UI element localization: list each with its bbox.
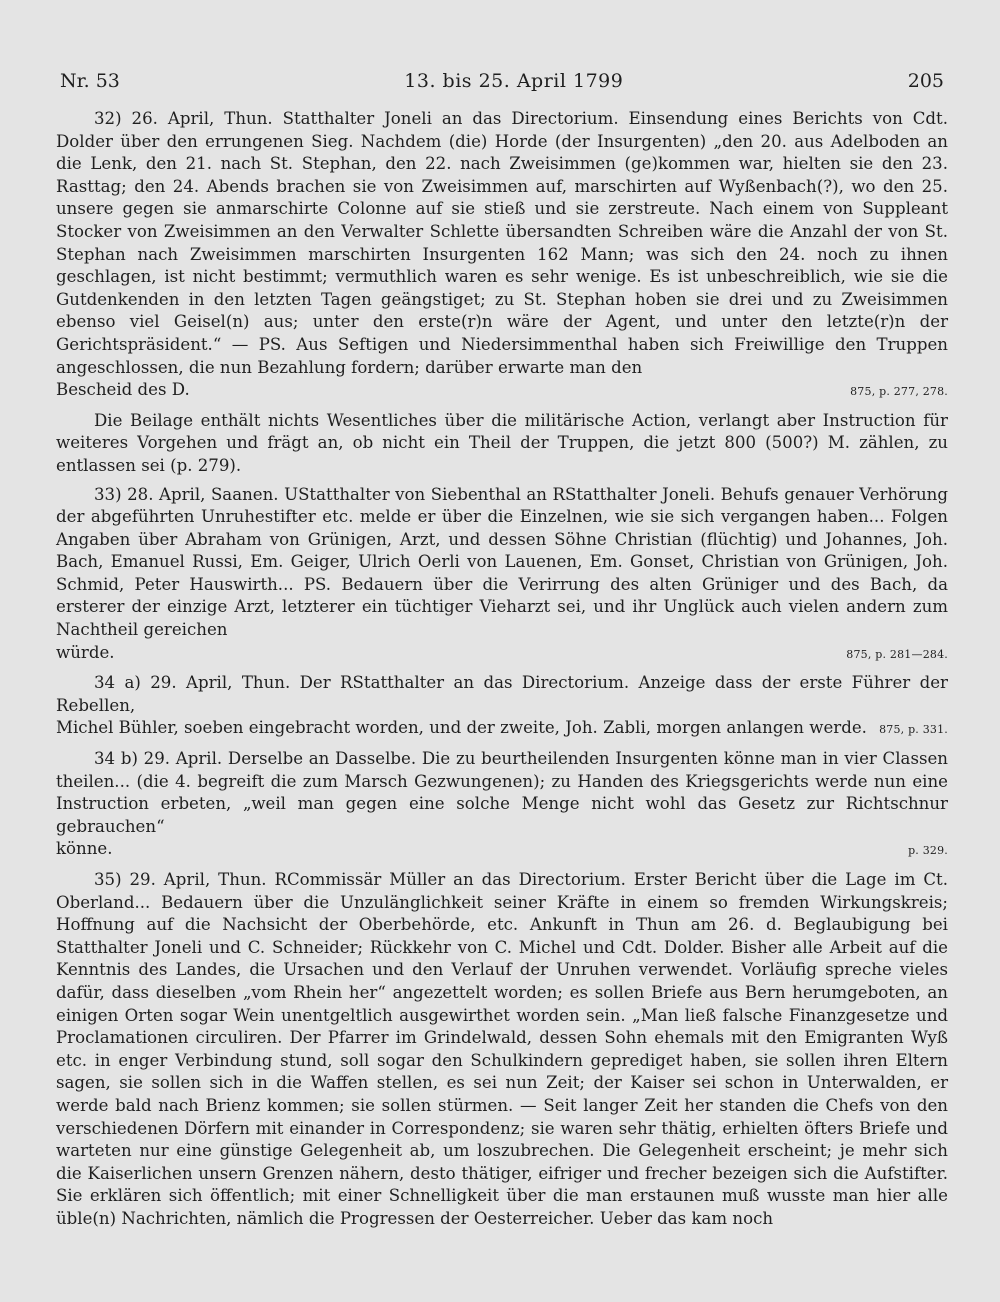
entry-34b-last-line: [56, 838, 948, 863]
entry-34a-reference: 875, p. 331.: [879, 723, 948, 737]
entry-34a-last-line: [56, 717, 948, 742]
entry-32-last-line: [56, 379, 948, 404]
entry-33: [56, 484, 948, 667]
entry-33-last-line: [56, 642, 948, 667]
entry-35: [56, 869, 948, 1231]
date-range-title: 13. bis 25. April 1799: [404, 70, 624, 92]
entry-34a: [56, 672, 948, 742]
entry-35-body: 35) 29. April, Thun. RCommissär Müller an das Directorium. Erster Bericht über die Lage im Ct. Oberland... Bedauern über die Unzulänglichkeit seiner Kräfte in einem so fremden Wirkungskreis; Hoffnung auf die Nachsicht der Oberbehörde, etc. Ankunft in Thun am 26. d. Beglaubigung bei Statthalter Joneli und C. Schneider; Rückkehr von C. Michel und Cdt. Dolder. Bisher alle Arbeit auf die Kenntnis des Landes, die Ursachen und den Verlauf der Unruhen verwendet. Vorläufig spreche vieles dafür, dass dieselben „vom Rhein her“ angezettelt worden; es sollen Briefe aus Bern herumgeboten, an einigen Orten sogar Wein unentgeltlich ausgewirthet worden sein. „Man ließ falsche Finanzgesetze und Proclamationen circuliren. Der Pfarrer im Grindelwald, dessen Sohn ehemals mit den Emigranten Wyß etc. in enger Verbindung stund, soll sogar den Schulkindern geprediget haben, sie sollen ihren Eltern sagen, sie sollen sich in die Waffen stellen, es sei nun Zeit; der Kaiser sei schon in Unterwalden, er werde bald nach Brienz kommen; sie sollen stürmen. — Seit langer Zeit her standen die Chefs von den verschiedenen Dörfern mit einander in Correspondenz; sie waren sehr thätig, erhielten öfters Briefe und warteten nur eine günstige Gelegenheit ab, um loszubrechen. Die Gelegenheit erscheint; je mehr sich die Kaiserlichen unsern Grenzen nähern, desto thätiger, eifriger und frecher bezeigen sich die Aufstifter. Sie erklären sich öffentlich; mit einer Schnelligkeit über die man erstaunen muß wusste man hier alle üble(n) Nachrichten, nämlich die Progressen der Oesterreicher. Ueber das kam noch: [56, 870, 948, 1228]
page-number: 205: [907, 70, 944, 92]
beilage-paragraph: Die Beilage enthält nichts Wesentliches über die militärische Action, verlangt aber Instruction für weiteres Vorgehen und frägt an, ob nicht ein Theil der Truppen, die jetzt 800 (500?) M. zählen, zu entlassen sei (p. 279).: [56, 410, 948, 475]
entry-34b: [56, 748, 948, 863]
entry-32: [56, 108, 948, 404]
entry-34b-body: 34 b) 29. April. Derselbe an Dasselbe. Die zu beurtheilenden Insurgenten könne man in vier Classen theilen... (die 4. begreift die zum Marsch Gezwungenen); zu Handen des Kriegsgerichts werde nun eine Instruction erbeten, „weil man gegen eine solche Menge nicht wohl das Gesetz zur Richtschnur gebrauchen“: [56, 749, 948, 836]
entry-34b-closing-text: könne.: [56, 839, 113, 859]
running-header: [56, 70, 948, 92]
entry-33-reference: 875, p. 281—284.: [846, 647, 948, 661]
entry-34a-body: 34 a) 29. April, Thun. Der RStatthalter an das Directorium. Anzeige dass der erste Führer der Rebellen,: [56, 673, 948, 715]
entry-32-closing-text: Bescheid des D.: [56, 380, 190, 400]
entry-33-body: 33) 28. April, Saanen. UStatthalter von Siebenthal an RStatthalter Joneli. Behufs genauer Verhörung der abgeführten Unruhestifter etc. melde er über die Einzelnen, wie sie sich vergangen haben... Folgen Angaben über Abraham von Grünigen, Arzt, und dessen Söhne Christian (flüchtig) und Johannes, Joh. Bach, Emanuel Russi, Em. Geiger, Ulrich Oerli von Lauenen, Em. Gonset, Christian von Grünigen, Joh. Schmid, Peter Hauswirth... PS. Bedauern über die Verirrung des alten Grüniger und des Bach, da ersterer der einzige Arzt, letzterer ein tüchtiger Vieharzt sei, und ihr Unglück auch vielen andern zum Nachtheil gereichen: [56, 484, 948, 640]
entry-32-body: 32) 26. April, Thun. Statthalter Joneli an das Directorium. Einsendung eines Berichts von Cdt. Dolder über den errungenen Sieg. Nachdem (die) Horde (der Insurgenten) „den 20. aus Adelboden an die Lenk, den 21. nach St. Stephan, den 22. nach Zweisimmen (ge)kommen war, hielten sie den 23. Rasttag; den 24. Abends brachen sie von Zweisimmen auf, marschirten auf Wyßenbach(?), wo den 25. unsere gegen sie anmarschirte Colonne auf sie stieß und sie zerstreute. Nach einem von Suppleant Stocker von Zweisimmen an den Verwalter Schlette übersandten Schreiben wäre die Anzahl der von St. Stephan nach Zweisimmen marschirten Insurgenten 162 Mann; was sich den 24. noch zu ihnen geschlagen, ist nicht bestimmt; vermuthlich waren es sehr wenige. Es ist unbeschreiblich, wie sie die Gutdenkenden in den letzten Tagen geängstiget; zu St. Stephan hoben sie drei und zu Zweisimmen ebenso viel Geisel(n) aus; unter den erste(r)n wäre der Agent, und unter den letzte(r)n der Gerichtspräsident.“ — PS. Aus Seftigen und Niedersimmenthal haben sich Freiwillige den Truppen angeschlossen, die nun Bezahlung fordern; darüber erwarte man den: [56, 109, 948, 377]
entry-33-closing-text: würde.: [56, 642, 115, 662]
entry-34b-reference: p. 329.: [908, 844, 948, 858]
document-number: Nr. 53: [60, 70, 120, 92]
entry-32-reference: 875, p. 277, 278.: [850, 385, 948, 399]
entry-34a-closing-text: Michel Bühler, soeben eingebracht worden, und der zweite, Joh. Zabli, morgen anlangen werde.: [56, 718, 867, 738]
